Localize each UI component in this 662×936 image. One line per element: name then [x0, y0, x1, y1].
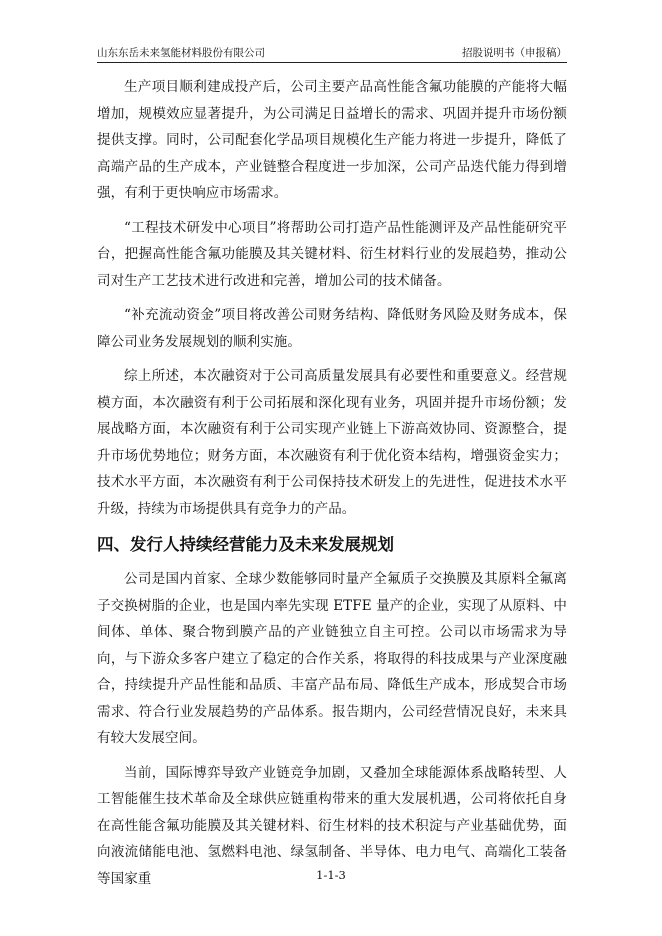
page-number: 1-1-3 — [316, 868, 346, 882]
paragraph-company-overview: 公司是国内首家、全球少数能够同时量产全氟质子交换膜及其原料全氟离子交换树脂的企业，也是国内率先实现 ETFE 量产的企业，实现了从原料、中间体、单体、聚合物到膜产品的产业链独立自主可控。公司以市场需求为导向，与下游众多客户建立了稳定的合作关系，将取得的科技成果与产业深度融合，持续提升产品性能和品质、丰富产品布局、降低生产成本，形成契合市场需求、符合行业发展趋势的产品体系。报告期内，公司经营情况良好，未来具有较大发展空间。 — [97, 571, 567, 746]
paragraph-rd-center: “工程技术研发中心项目”将帮助公司打造产品性能测评及产品性能研究平台，把握高性能含氟功能膜及其关键材料、衍生材料行业的发展趋势，推动公司对生产工艺技术进行改进和完善，增加公司的技术储备。 — [97, 219, 567, 289]
paragraph-working-capital: “补充流动资金”项目将改善公司财务结构、降低财务风险及财务成本，保障公司业务发展规划的顺利实施。 — [97, 307, 567, 350]
paragraph-project-capacity: 生产项目顺利建成投产后，公司主要产品高性能含氟功能膜的产能将大幅增加，规模效应显著提升，为公司满足日益增长的需求、巩固并提升市场份额提供支撑。同时，公司配套化学品项目规模化生产能力将进一步提升，降低了高端产品的生产成本，产业链整合程度进一步加深，公司产品迭代能力得到增强，有利于更快响应市场需求。 — [97, 79, 567, 201]
paragraph-summary: 综上所述，本次融资对于公司高质量发展具有必要性和重要意义。经营规模方面，本次融资有利于公司拓展和深化现有业务，巩固并提升市场份额；发展战略方面，本次融资有利于公司实现产业链上下游高效协同、资源整合，提升市场优势地位；财务方面，本次融资有利于优化资本结构，增强资金实力；技术水平方面，本次融资有利于公司保持技术研发上的先进性，促进技术水平升级，持续为市场提供具有竞争力的产品。 — [97, 368, 567, 517]
page-header — [97, 42, 567, 63]
section-heading: 四、发行人持续经营能力及未来发展规划 — [97, 535, 394, 554]
document-body — [97, 74, 567, 900]
paragraph-development-plan: 当前，国际博弈导致产业链竞争加剧，又叠加全球能源体系战略转型、人工智能催生技术革命及全球供应链重构带来的重大发展机遇，公司将依托自身在高性能含氟功能膜及其关键材料、衍生材料的技术积淀与产业基础优势，面向液流储能电池、氢燃料电池、绿氢制备、半导体、电力电气、高端化工装备等国家重 — [97, 764, 567, 887]
header-document-title: 招股说明书（申报稿） — [462, 47, 567, 59]
header-company-name: 山东东岳未来氢能材料股份有限公司 — [97, 47, 265, 59]
